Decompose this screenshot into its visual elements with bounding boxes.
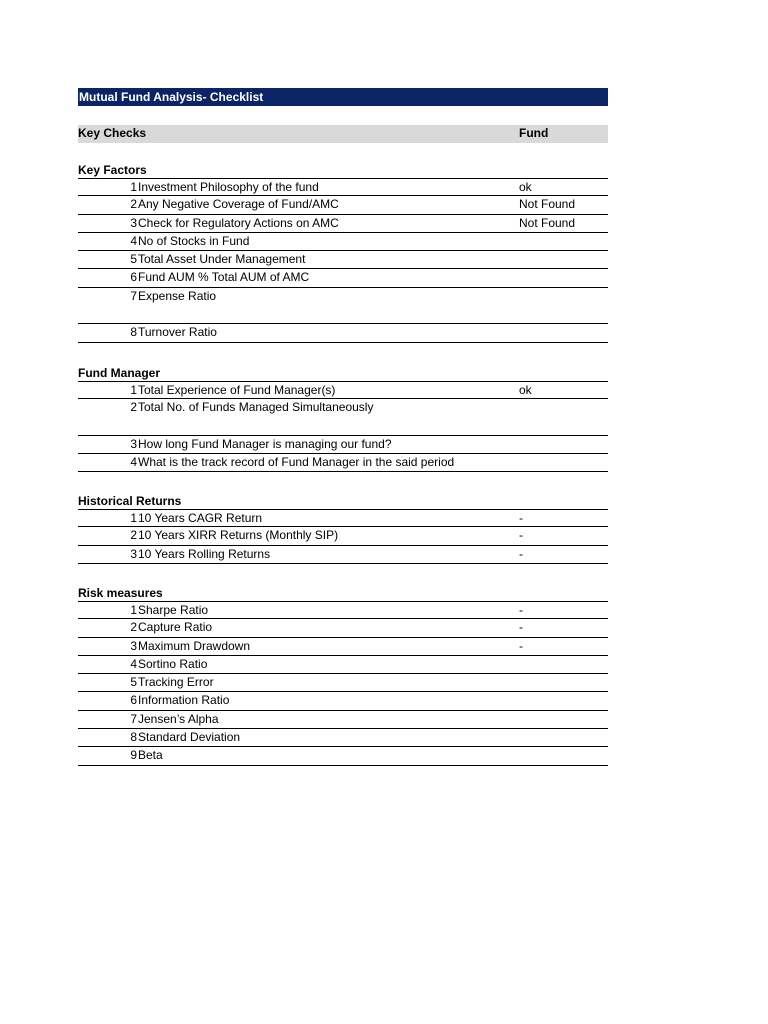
table-row xyxy=(78,233,608,251)
section-title: Key Factors xyxy=(78,163,147,177)
table-row xyxy=(78,324,608,342)
table-row xyxy=(78,656,608,674)
item-label: Fund AUM % Total AUM of AMC xyxy=(138,270,310,285)
column-header-key-checks: Key Checks xyxy=(78,126,147,140)
item-label: Investment Philosophy of the fund xyxy=(138,180,319,194)
item-label: Sortino Ratio xyxy=(138,656,208,671)
item-label: Check for Regulatory Actions on AMC xyxy=(138,215,339,230)
item-value: ok xyxy=(519,383,532,397)
table-row xyxy=(78,454,608,472)
section-risk-measures xyxy=(78,585,608,766)
item-number: 6 xyxy=(130,693,137,708)
item-number: 2 xyxy=(130,528,137,543)
item-label: No of Stocks in Fund xyxy=(138,233,250,248)
item-label: Turnover Ratio xyxy=(138,325,217,340)
item-number: 3 xyxy=(130,436,137,451)
table-row xyxy=(78,527,608,545)
table-row xyxy=(78,674,608,692)
item-number: 1 xyxy=(130,511,137,525)
section-title: Fund Manager xyxy=(78,366,161,380)
table-row xyxy=(78,692,608,710)
item-label: Total Asset Under Management xyxy=(138,252,306,267)
item-number: 2 xyxy=(130,197,137,212)
item-label: Total Experience of Fund Manager(s) xyxy=(138,383,336,397)
column-header-fund: Fund xyxy=(519,126,549,140)
section-title: Historical Returns xyxy=(78,494,182,508)
item-value: Not Found xyxy=(519,215,576,230)
table-row xyxy=(78,436,608,454)
table-row xyxy=(78,251,608,269)
table-row xyxy=(78,288,608,325)
table-row xyxy=(78,747,608,765)
item-number: 3 xyxy=(130,215,137,230)
table-row xyxy=(78,215,608,233)
item-number: 5 xyxy=(130,252,137,267)
item-number: 7 xyxy=(130,711,137,726)
table-row xyxy=(78,196,608,214)
table-row xyxy=(78,269,608,287)
sheet-title: Mutual Fund Analysis- Checklist xyxy=(78,88,608,106)
item-label: 10 Years Rolling Returns xyxy=(138,546,271,561)
item-number: 5 xyxy=(130,675,137,690)
item-label: Sharpe Ratio xyxy=(138,603,209,617)
item-label: 10 Years XIRR Returns (Monthly SIP) xyxy=(138,528,339,543)
checklist-sheet xyxy=(78,0,608,1024)
item-value: - xyxy=(519,528,523,543)
item-label: Total No. of Funds Managed Simultaneously xyxy=(138,400,374,415)
item-number: 3 xyxy=(130,638,137,653)
item-label: How long Fund Manager is managing our fund? xyxy=(138,436,392,451)
section-title: Risk measures xyxy=(78,586,163,600)
item-label: Any Negative Coverage of Fund/AMC xyxy=(138,197,339,212)
item-number: 9 xyxy=(130,748,137,763)
item-number: 1 xyxy=(130,603,137,617)
item-value: - xyxy=(519,511,523,525)
item-value: ok xyxy=(519,180,532,194)
table-row xyxy=(78,619,608,637)
table-row xyxy=(78,729,608,747)
section-key-factors xyxy=(78,162,608,343)
table-row xyxy=(78,509,608,527)
item-value: - xyxy=(519,546,523,561)
item-value: Not Found xyxy=(519,197,576,212)
item-number: 2 xyxy=(130,400,137,415)
section-fund-manager xyxy=(78,365,608,472)
item-number: 7 xyxy=(130,288,137,303)
table-row xyxy=(78,546,608,564)
table-row xyxy=(78,381,608,399)
item-label: Capture Ratio xyxy=(138,620,213,635)
item-value: - xyxy=(519,603,523,617)
item-label: Expense Ratio xyxy=(138,288,217,303)
item-number: 4 xyxy=(130,656,137,671)
item-value: - xyxy=(519,638,523,653)
item-number: 8 xyxy=(130,325,137,340)
item-number: 1 xyxy=(130,180,137,194)
table-row xyxy=(78,711,608,729)
item-number: 1 xyxy=(130,383,137,397)
item-number: 3 xyxy=(130,546,137,561)
table-row xyxy=(78,638,608,656)
item-label: Maximum Drawdown xyxy=(138,638,251,653)
column-header-row xyxy=(78,125,608,143)
table-row xyxy=(78,399,608,436)
item-label: 10 Years CAGR Return xyxy=(138,511,263,525)
item-number: 6 xyxy=(130,270,137,285)
item-label: Jensen’s Alpha xyxy=(138,711,219,726)
item-label: Beta xyxy=(138,748,163,763)
table-row xyxy=(78,178,608,196)
item-value: - xyxy=(519,620,523,635)
item-number: 2 xyxy=(130,620,137,635)
section-historical-returns xyxy=(78,493,608,564)
item-number: 8 xyxy=(130,730,137,745)
item-number: 4 xyxy=(130,455,137,470)
item-label: Tracking Error xyxy=(138,675,214,690)
item-label: Information Ratio xyxy=(138,693,230,708)
item-label: What is the track record of Fund Manager in the said period xyxy=(138,455,455,470)
item-number: 4 xyxy=(130,233,137,248)
table-row xyxy=(78,601,608,619)
item-label: Standard Deviation xyxy=(138,730,241,745)
